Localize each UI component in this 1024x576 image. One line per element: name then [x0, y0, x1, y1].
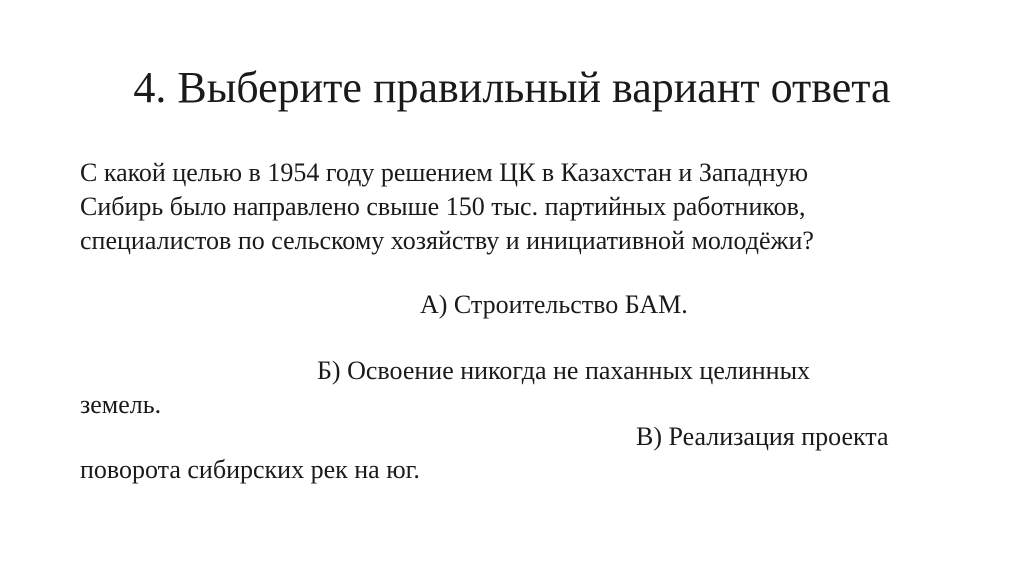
slide-title: 4. Выберите правильный вариант ответа — [133, 63, 891, 112]
answer-option-c-line2: поворота сибирских рек на юг. — [80, 455, 420, 484]
question-line: Сибирь было направлено свыше 150 тыс. партийных работников, — [80, 192, 806, 221]
answer-option-a: А) Строительство БАМ. — [420, 290, 688, 319]
answer-option-b-line1: Б) Освоение никогда не паханных целинных — [317, 356, 811, 385]
question-text — [80, 156, 960, 258]
question-line: специалистов по сельскому хозяйству и инициативной молодёжи? — [80, 226, 814, 255]
question-line: С какой целью в 1954 году решением ЦК в Казахстан и Западную — [80, 158, 809, 187]
slide-body — [80, 156, 960, 484]
answer-option-c-line1: В) Реализация проекта — [636, 422, 889, 451]
answer-option-b-line2: земель. — [80, 390, 162, 419]
